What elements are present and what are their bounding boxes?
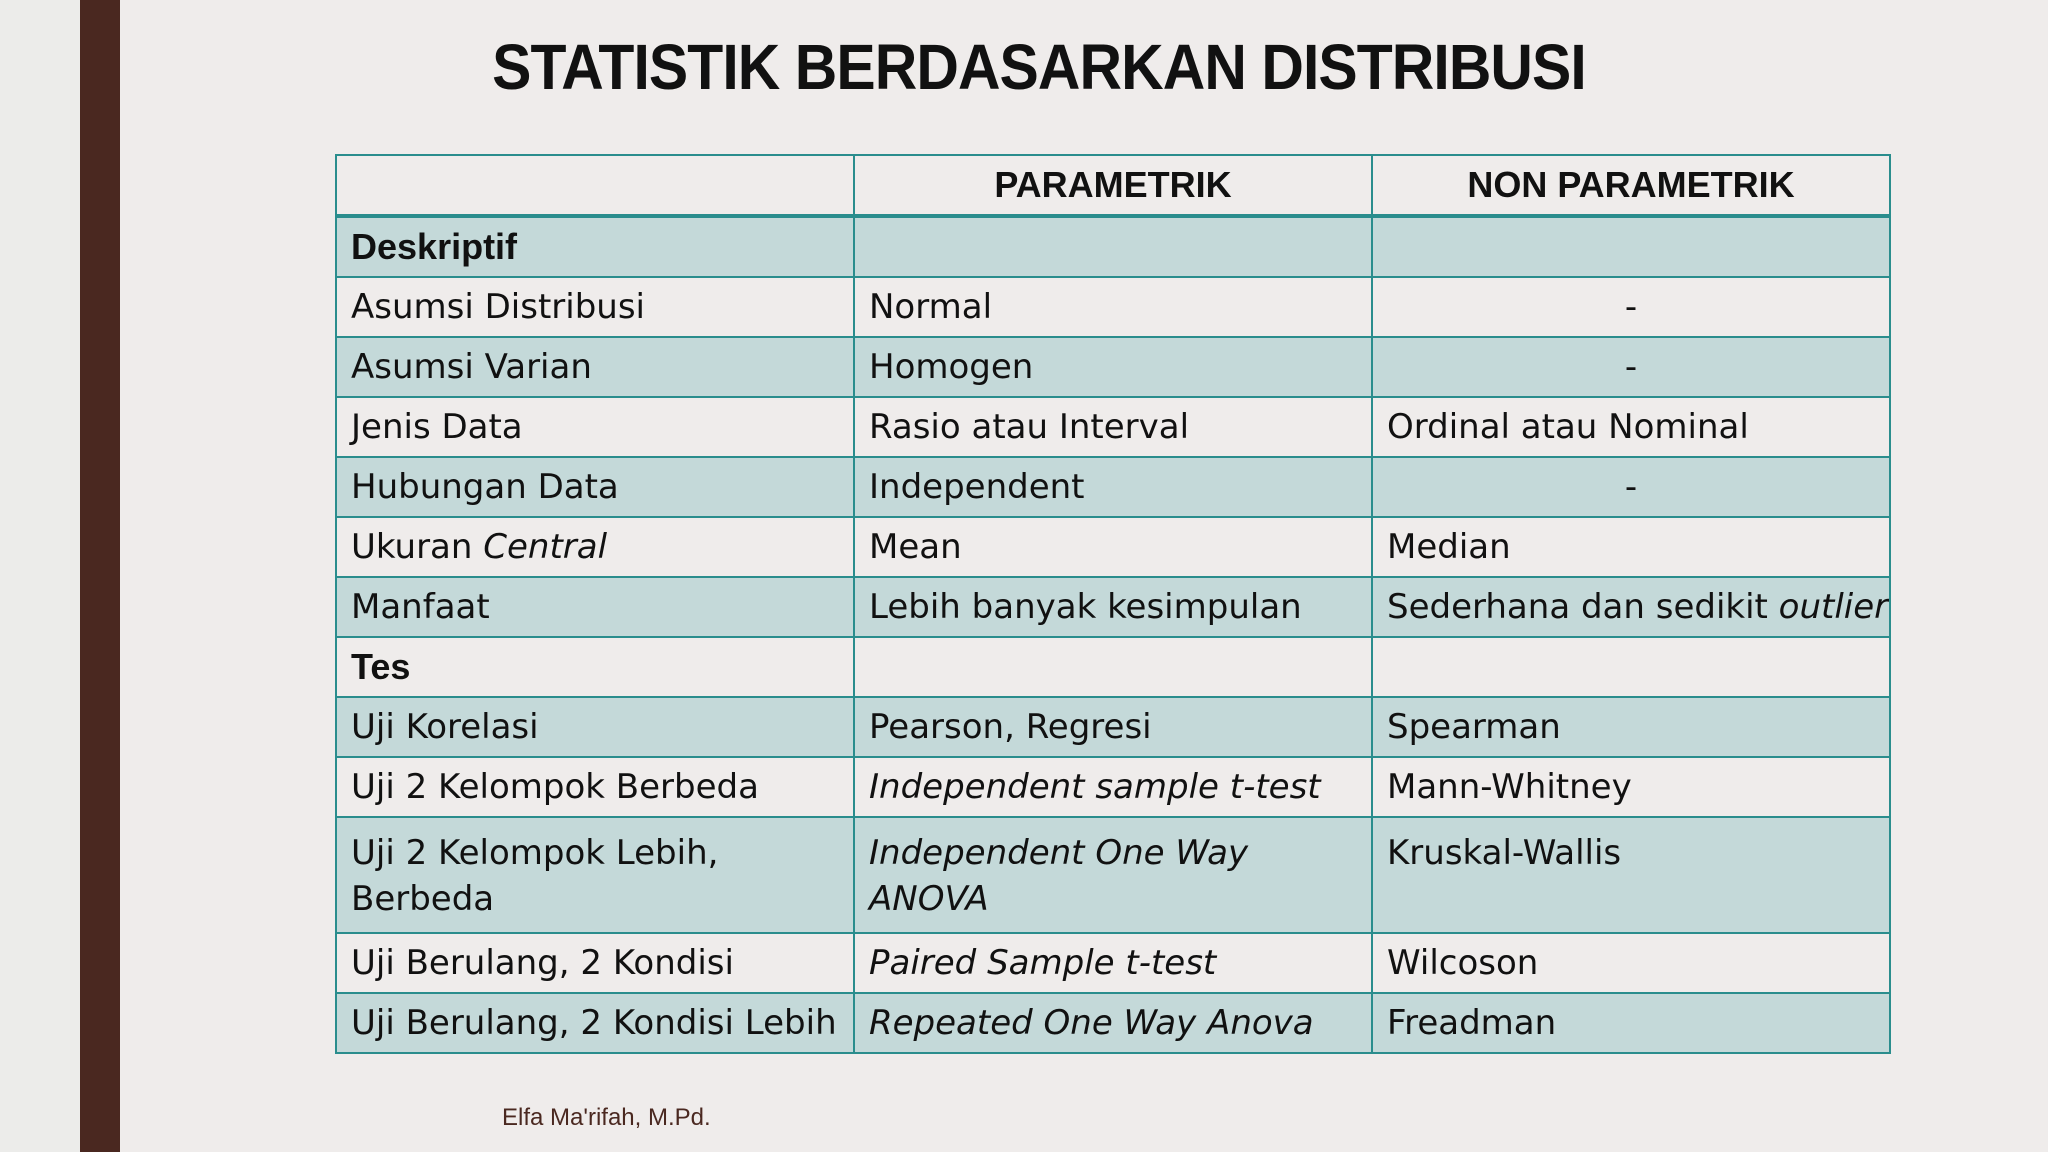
- table-header-row: [336, 155, 1890, 216]
- cell-non-parametrik: Spearman: [1372, 697, 1890, 757]
- row-label-prefix: Ukuran: [351, 527, 484, 567]
- cell-parametrik: Paired Sample t-test: [854, 933, 1372, 993]
- cell-parametrik: Lebih banyak kesimpulan: [854, 577, 1372, 637]
- row-label: Uji Berulang, 2 Kondisi Lebih: [336, 993, 854, 1053]
- section-label-deskriptif: Deskriptif: [336, 216, 854, 277]
- table-row: [336, 397, 1890, 457]
- cell-parametrik: Rasio atau Interval: [854, 397, 1372, 457]
- cell-parametrik: Homogen: [854, 337, 1372, 397]
- cell-parametrik: Independent sample t-test: [854, 757, 1372, 817]
- footer-author: Elfa Ma'rifah, M.Pd.: [502, 1104, 711, 1131]
- cell-parametrik: Independent One Way ANOVA: [854, 817, 1372, 933]
- table-row: [336, 637, 1890, 697]
- row-label-italic: Central: [483, 527, 608, 567]
- header-empty-cell: [336, 155, 854, 216]
- table-row: [336, 517, 1890, 577]
- header-non-parametrik: NON PARAMETRIK: [1372, 155, 1890, 216]
- statistics-table: [335, 154, 1891, 1054]
- row-label: Manfaat: [336, 577, 854, 637]
- cell-non-parametrik: [1372, 637, 1890, 697]
- cell-non-parametrik: Kruskal-Wallis: [1372, 817, 1890, 933]
- cell-non-parametrik: Ordinal atau Nominal: [1372, 397, 1890, 457]
- row-label: Jenis Data: [336, 397, 854, 457]
- table-row: [336, 933, 1890, 993]
- table-row: [336, 757, 1890, 817]
- accent-bar: [80, 0, 120, 1152]
- row-label: Hubungan Data: [336, 457, 854, 517]
- cell-non-parametrik: -: [1372, 277, 1890, 337]
- row-label: Asumsi Distribusi: [336, 277, 854, 337]
- header-parametrik: PARAMETRIK: [854, 155, 1372, 216]
- cell-text-italic: outlier: [1778, 587, 1889, 627]
- table-row: [336, 277, 1890, 337]
- row-label: [336, 517, 854, 577]
- row-label: Uji Berulang, 2 Kondisi: [336, 933, 854, 993]
- cell-non-parametrik: Freadman: [1372, 993, 1890, 1053]
- slide-title: STATISTIK BERDASARKAN DISTRIBUSI: [492, 31, 1586, 103]
- cell-text-prefix: Sederhana dan sedikit: [1387, 587, 1779, 627]
- cell-parametrik: [854, 637, 1372, 697]
- table-row: [336, 337, 1890, 397]
- row-label: Uji 2 Kelompok Lebih, Berbeda: [336, 817, 854, 933]
- cell-non-parametrik: [1372, 216, 1890, 277]
- cell-non-parametrik: -: [1372, 337, 1890, 397]
- table-row: [336, 577, 1890, 637]
- section-label-tes: Tes: [336, 637, 854, 697]
- table-row: [336, 993, 1890, 1053]
- cell-non-parametrik: Wilcoson: [1372, 933, 1890, 993]
- row-label: Uji Korelasi: [336, 697, 854, 757]
- table-row: [336, 457, 1890, 517]
- cell-non-parametrik: Mann-Whitney: [1372, 757, 1890, 817]
- cell-parametrik: Mean: [854, 517, 1372, 577]
- cell-parametrik: [854, 216, 1372, 277]
- table-row: [336, 697, 1890, 757]
- cell-parametrik: Normal: [854, 277, 1372, 337]
- row-label: Uji 2 Kelompok Berbeda: [336, 757, 854, 817]
- cell-parametrik: Repeated One Way Anova: [854, 993, 1372, 1053]
- row-label: Asumsi Varian: [336, 337, 854, 397]
- cell-non-parametrik: [1372, 577, 1890, 637]
- cell-parametrik: Pearson, Regresi: [854, 697, 1372, 757]
- cell-parametrik: Independent: [854, 457, 1372, 517]
- table-row: [336, 216, 1890, 277]
- cell-non-parametrik: -: [1372, 457, 1890, 517]
- table-row: [336, 817, 1890, 933]
- left-margin: [0, 0, 80, 1152]
- cell-non-parametrik: Median: [1372, 517, 1890, 577]
